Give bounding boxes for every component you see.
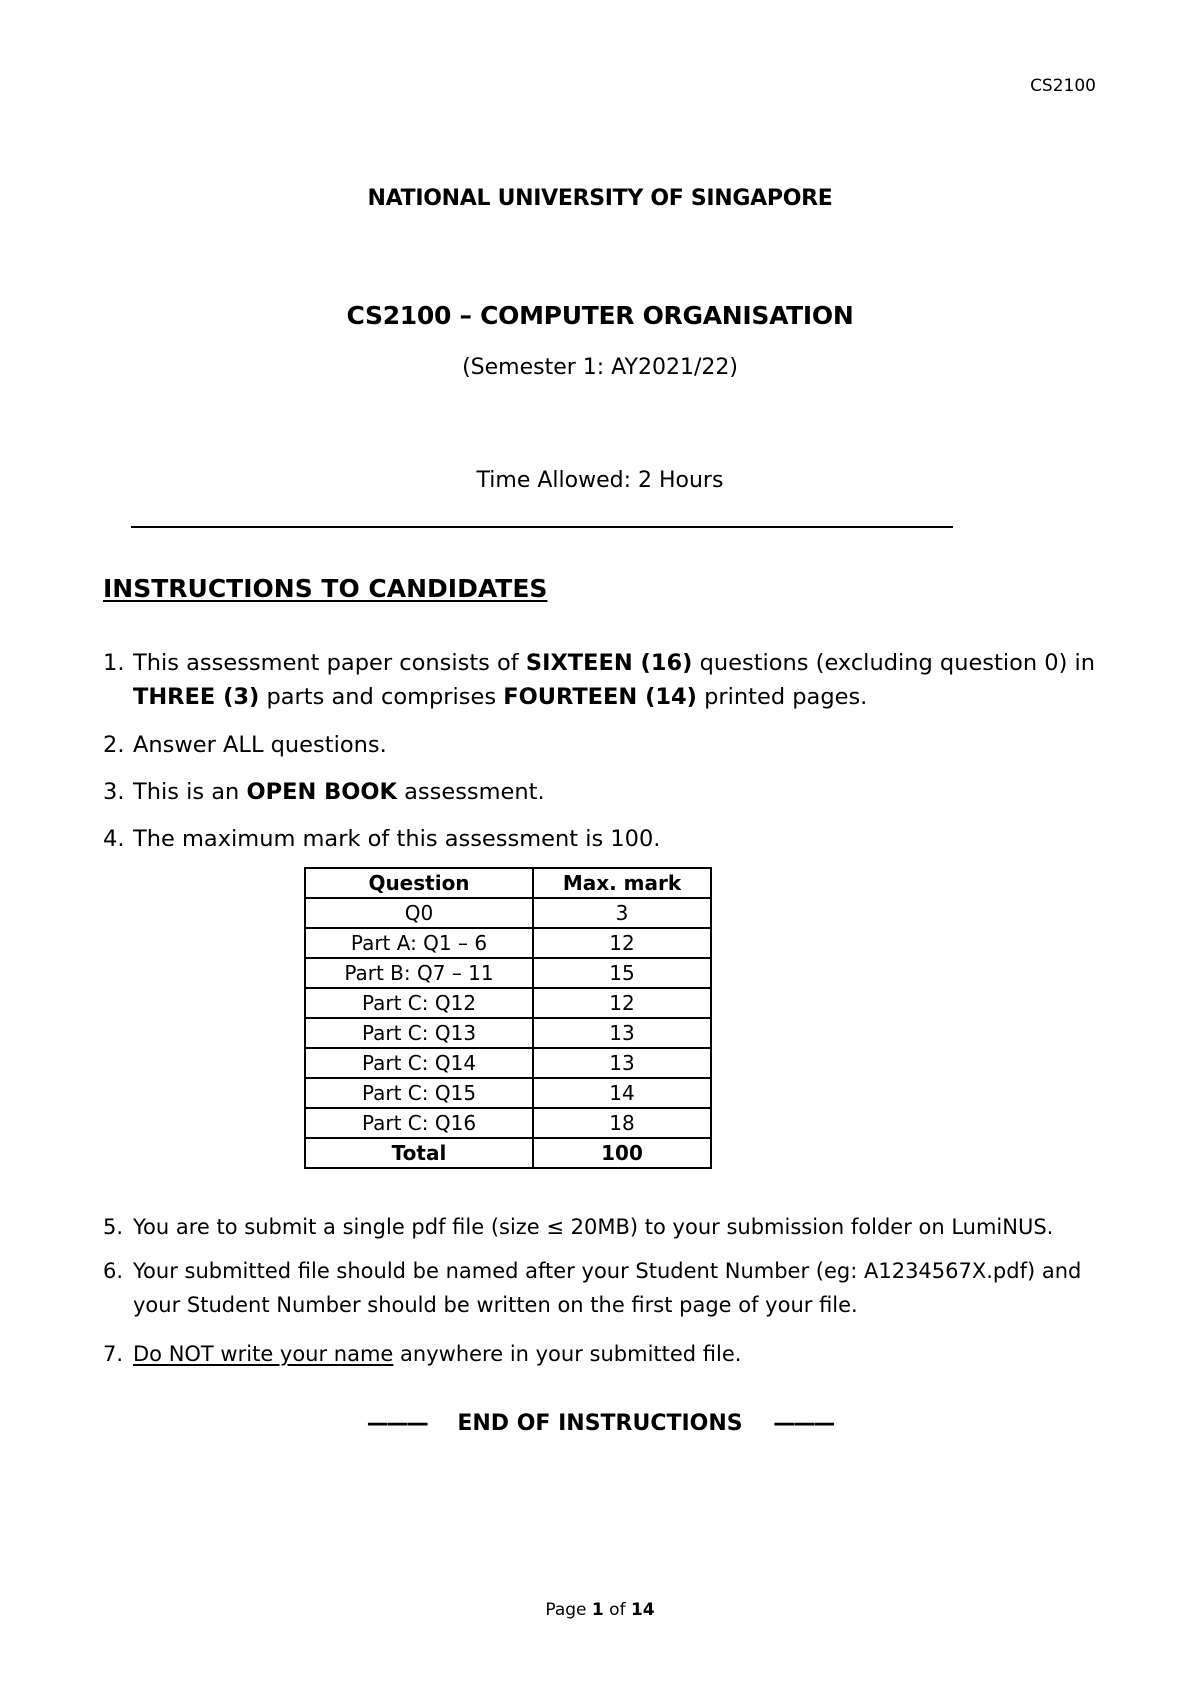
mark-cell: 12 [533,988,711,1018]
item-number: 4. [103,826,125,852]
item-number: 3. [103,779,125,805]
instruction-item-7 [103,1337,1103,1371]
semester-label: (Semester 1: AY2021/22) [462,355,738,380]
university-name: NATIONAL UNIVERSITY OF SINGAPORE [367,186,833,211]
header-course-code: CS2100 [1030,76,1096,96]
total-label: Total [305,1138,533,1168]
item-number: 7. [103,1342,124,1366]
horizontal-rule [131,526,953,528]
question-cell: Part A: Q1 – 6 [305,928,533,958]
table-row [305,1048,711,1078]
table-total-row [305,1138,711,1168]
mark-cell: 13 [533,1048,711,1078]
table-row [305,988,711,1018]
column-header-question: Question [305,868,533,898]
page-total: 14 [630,1600,655,1620]
mark-cell: 15 [533,958,711,988]
instruction-item-6 [103,1254,1103,1322]
mark-cell: 18 [533,1108,711,1138]
instruction-item-4 [103,822,1103,856]
table-row [305,958,711,988]
instruction-item-2 [103,728,1103,762]
question-cell: Q0 [305,898,533,928]
item-text: Answer ALL questions. [133,732,387,758]
item-text: This is an OPEN BOOK assessment. [133,779,545,805]
page-number: 1 [591,1600,604,1620]
item-text: Your submitted file should be named after your Student Number (eg: A1234567X.pdf) and your Student Number should be written on the first page of your file. [133,1259,1082,1317]
instructions-heading: INSTRUCTIONS TO CANDIDATES [103,574,548,603]
end-of-instructions [0,1411,1200,1436]
end-label: END OF INSTRUCTIONS [457,1411,743,1436]
item-text: The maximum mark of this assessment is 100. [133,826,661,852]
question-cell: Part C: Q16 [305,1108,533,1138]
table-row [305,1078,711,1108]
table-row [305,1108,711,1138]
table-header-row [305,868,711,898]
question-cell: Part B: Q7 – 11 [305,958,533,988]
mark-cell: 12 [533,928,711,958]
item-number: 5. [103,1215,124,1239]
instruction-item-3 [103,775,1103,809]
question-cell: Part C: Q13 [305,1018,533,1048]
table-row [305,1018,711,1048]
instruction-item-1 [103,646,1103,714]
question-cell: Part C: Q14 [305,1048,533,1078]
item-text: You are to submit a single pdf file (size ≤ 20MB) to your submission folder on LumiNUS. [133,1215,1054,1239]
mark-cell: 13 [533,1018,711,1048]
table-row [305,898,711,928]
dash-right: ——— [773,1411,834,1436]
marks-table [304,867,712,1169]
table-row [305,928,711,958]
column-header-max-mark: Max. mark [533,868,711,898]
item-text: This assessment paper consists of SIXTEEN (16) questions (excluding question 0) in THREE (3) parts and comprises FOURTEEN (14) printed pages. [133,650,1096,710]
total-value: 100 [533,1138,711,1168]
page-footer: Page 1 of 14 [545,1600,655,1620]
instruction-item-5 [103,1210,1103,1244]
dash-left: ——— [366,1411,427,1436]
question-cell: Part C: Q12 [305,988,533,1018]
item-number: 2. [103,732,125,758]
mark-cell: 3 [533,898,711,928]
item-number: 6. [103,1259,124,1283]
item-text: Do NOT write your name anywhere in your submitted file. [133,1342,742,1366]
question-cell: Part C: Q15 [305,1078,533,1108]
item-number: 1. [103,650,125,676]
course-title: CS2100 – COMPUTER ORGANISATION [346,301,854,330]
time-allowed: Time Allowed: 2 Hours [476,468,724,493]
mark-cell: 14 [533,1078,711,1108]
